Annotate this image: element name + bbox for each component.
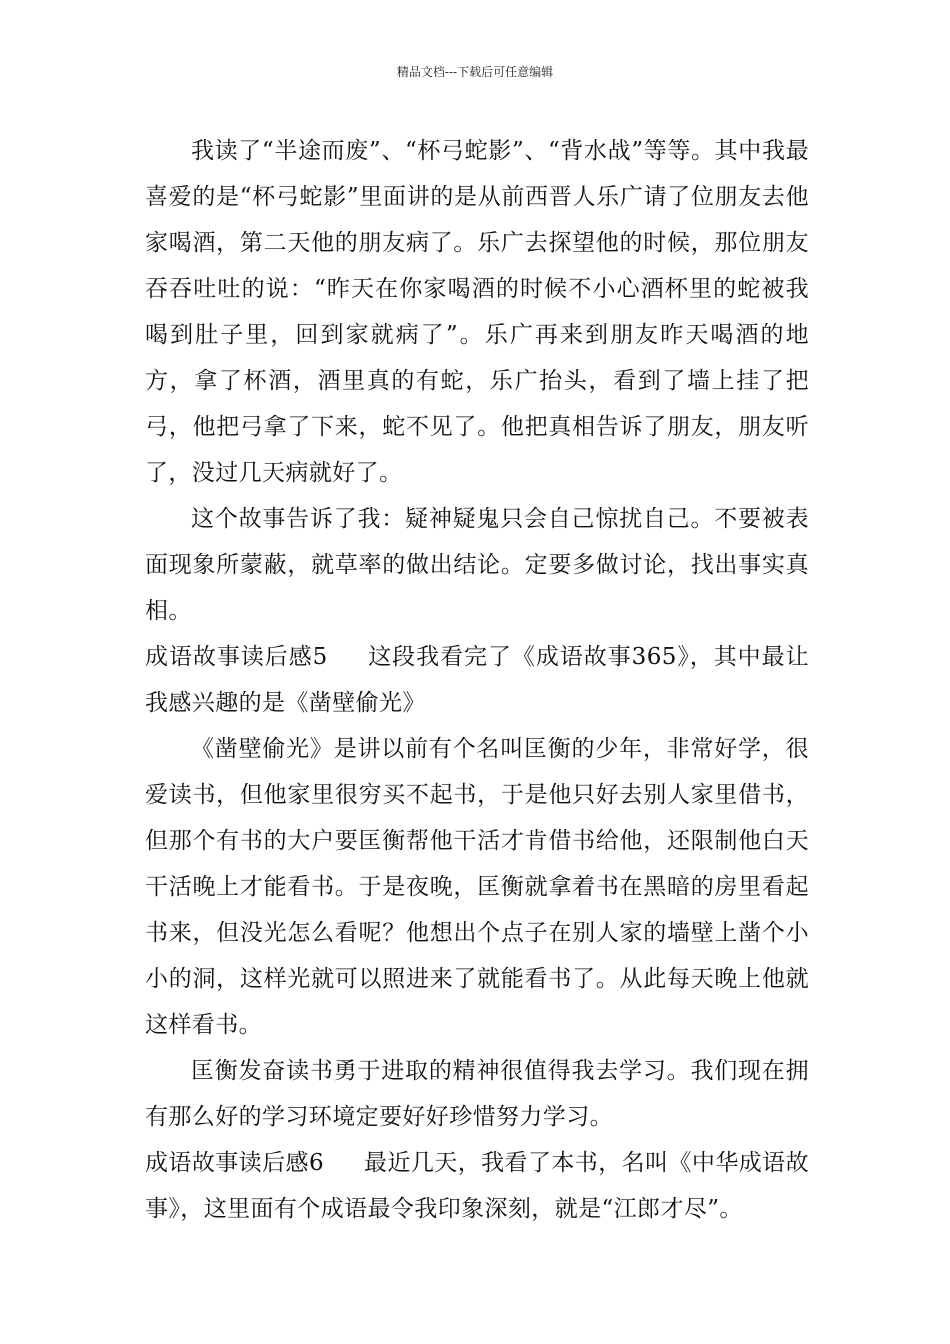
- document-body: [145, 128, 809, 1232]
- section-6-text: 最近几天，我看了本书，名叫《中华成语故事》，这里面有个成语最令我印象深刻，就是“江郎才尽”。: [145, 1150, 809, 1222]
- section-6-paragraph: [145, 1140, 809, 1232]
- paragraph-zaobi-story: 《凿壁偷光》是讲以前有个名叫匡衡的少年，非常好学，很爱读书，但他家里很穷买不起书，于是他只好去别人家里借书，但那个有书的大户要匡衡帮他干活才肯借书给他，还限制他白天干活晚上才能看书。于是夜晚，匡衡就拿着书在黑暗的房里看起书来，但没光怎么看呢？他想出个点子在别人家的墙壁上凿个小小的洞，这样光就可以照进来了就能看书了。从此每天晚上他就这样看书。: [145, 736, 809, 1038]
- paragraph-story-lesson: 这个故事告诉了我：疑神疑鬼只会自己惊扰自己。不要被表面现象所蒙蔽，就草率的做出结论。定要多做讨论，找出事实真相。: [145, 506, 809, 624]
- section-5-heading: 成语故事读后感5: [145, 644, 328, 670]
- page-header: 精品文档---下载后可任意编辑: [396, 65, 554, 79]
- section-5-text: 这段我看完了《成语故事365》，其中最让我感兴趣的是《凿壁偷光》: [145, 644, 809, 716]
- paragraph-idiom-story: 我读了“半途而废”、“杯弓蛇影”、“背水战”等等。其中我最喜爱的是“杯弓蛇影”里面讲的是从前西晋人乐广请了位朋友去他家喝酒，第二天他的朋友病了。乐广去探望他的时候，那位朋友吞吞吐吐的说：“昨天在你家喝酒的时候不小心酒杯里的蛇被我喝到肚子里，回到家就病了”。乐广再来到朋友昨天喝酒的地方，拿了杯酒，酒里真的有蛇，乐广抬头，看到了墙上挂了把弓，他把弓拿了下来，蛇不见了。他把真相告诉了朋友，朋友听了，没过几天病就好了。: [145, 138, 809, 486]
- section-6-heading: 成语故事读后感6: [145, 1150, 324, 1176]
- section-5-paragraph: [145, 634, 809, 726]
- paragraph-zaobi-lesson: 匡衡发奋读书勇于进取的精神很值得我去学习。我们现在拥有那么好的学习环境定要好好珍惜努力学习。: [145, 1058, 809, 1130]
